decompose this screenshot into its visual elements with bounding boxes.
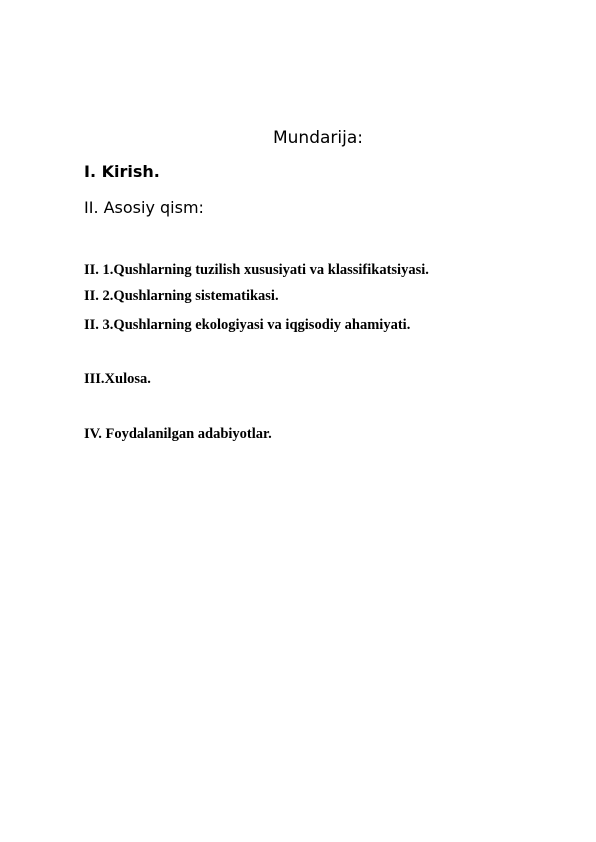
toc-subitem-tuzilish: II. 1.Qushlarning tuzilish xususiyati va klassifikatsiyasi. [84,262,429,278]
toc-item-asosiy-qism: II. Asosiy qism: [84,198,204,217]
toc-subitem-ekologiyasi: II. 3.Qushlarning ekologiyasi va iqgisodiy ahamiyati. [84,317,411,333]
toc-item-xulosa: III.Xulosa. [84,371,151,387]
toc-item-kirish: I. Kirish. [84,162,160,181]
toc-subitem-sistematikasi: II. 2.Qushlarning sistematikasi. [84,288,279,304]
page-title: Mundarija: [272,128,363,148]
toc-item-foydalanilgan-adabiyotlar: IV. Foydalanilgan adabiyotlar. [84,426,272,442]
